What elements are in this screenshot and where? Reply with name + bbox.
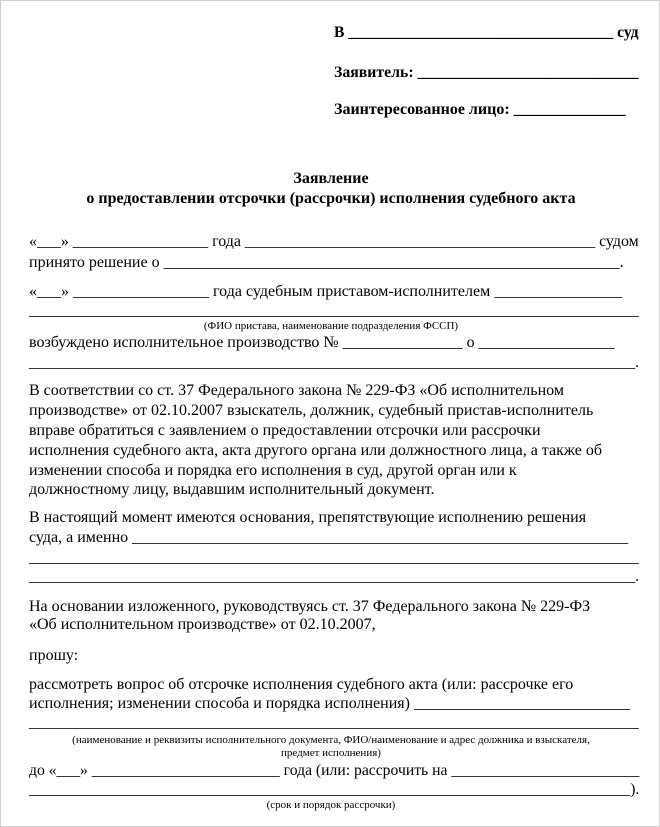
paragraph-line: В настоящий момент имеются основания, препятствующие исполнению решения [29,509,587,526]
request-heading: прошу: [29,647,79,664]
paragraph-line: исполнения судебного акта, акта другого органа или должностного лица, а также об [29,442,602,459]
paragraph-line: рассмотреть вопрос об отсрочке исполнения судебного акта (или: рассрочке его [29,676,574,693]
paragraph-line: должностному лицу, выдавшим исполнительный документ. [29,481,435,498]
paragraph-line: суда, а именно ______________________________________________________________ [29,529,629,546]
paragraph-line: «Об исполнительном производстве» от 02.10.2007, [29,616,376,633]
paragraph-line: _____________________________________________________________________________. [29,568,640,585]
paragraph-line: _____________________________________________________________________________ [29,714,639,731]
paragraph-line: изменении способа и порядка его исполнения в суд, другой орган или к [29,462,517,479]
proceedings-line: возбуждено исполнительное производство № _______________ о _________________ [29,334,615,351]
doc-title: Заявление [293,170,369,187]
paragraph-line: производстве» от 02.10.2007 взыскатель, должник, судебный пристав-исполнитель [29,402,594,419]
bailiff-line: «___» _________________ года судебным приставом-исполнителем ________________ [29,283,623,300]
paragraph-line: _____________________________________________________________________________ [29,549,639,566]
paragraph-line: В соответствии со ст. 37 Федерального закона № 229-ФЗ «Об исполнительном [29,382,564,399]
document-note-line1: (наименование и реквизиты исполнительного документа, ФИО/наименование и адрес должника и взыскателя, [72,734,590,746]
decision-line: принято решение о _________________________________________________________. [29,254,624,271]
interested-party-line: Заинтересованное лицо: ______________ [334,101,626,118]
date-court-line: «___» _________________ года ____________________________________________ судом [29,233,639,250]
document-note-line2: предмет исполнения) [281,747,381,759]
installment-line: _____________________________________________________________________________). [29,781,640,798]
bailiff-name-line: _____________________________________________________________________________ [29,302,639,319]
proceedings-subject-line: _____________________________________________________________________________. [29,354,640,371]
bailiff-note: (ФИО пристава, наименование подразделения ФССП) [203,320,459,332]
paragraph-line: На основании изложенного, руководствуясь ст. 37 Федерального закона № 229-ФЗ [29,598,591,615]
installment-note: (срок и порядок рассрочки) [266,799,396,811]
paragraph-line: исполнения; изменении способа и порядка исполнения) ___________________________ [29,695,630,712]
applicant-line: Заявитель: ____________________________ [334,64,639,81]
doc-subtitle: о предоставлении отсрочки (рассрочки) исполнения судебного акта [86,190,576,207]
paragraph-line: вправе обратиться с заявлением о предоставлении отсрочки или рассрочки [29,422,541,439]
deferral-date-line: до «___» ________________________ года (или: рассрочить на ________________________ [29,762,640,779]
court-line: В __________________________________ суд [334,24,639,41]
